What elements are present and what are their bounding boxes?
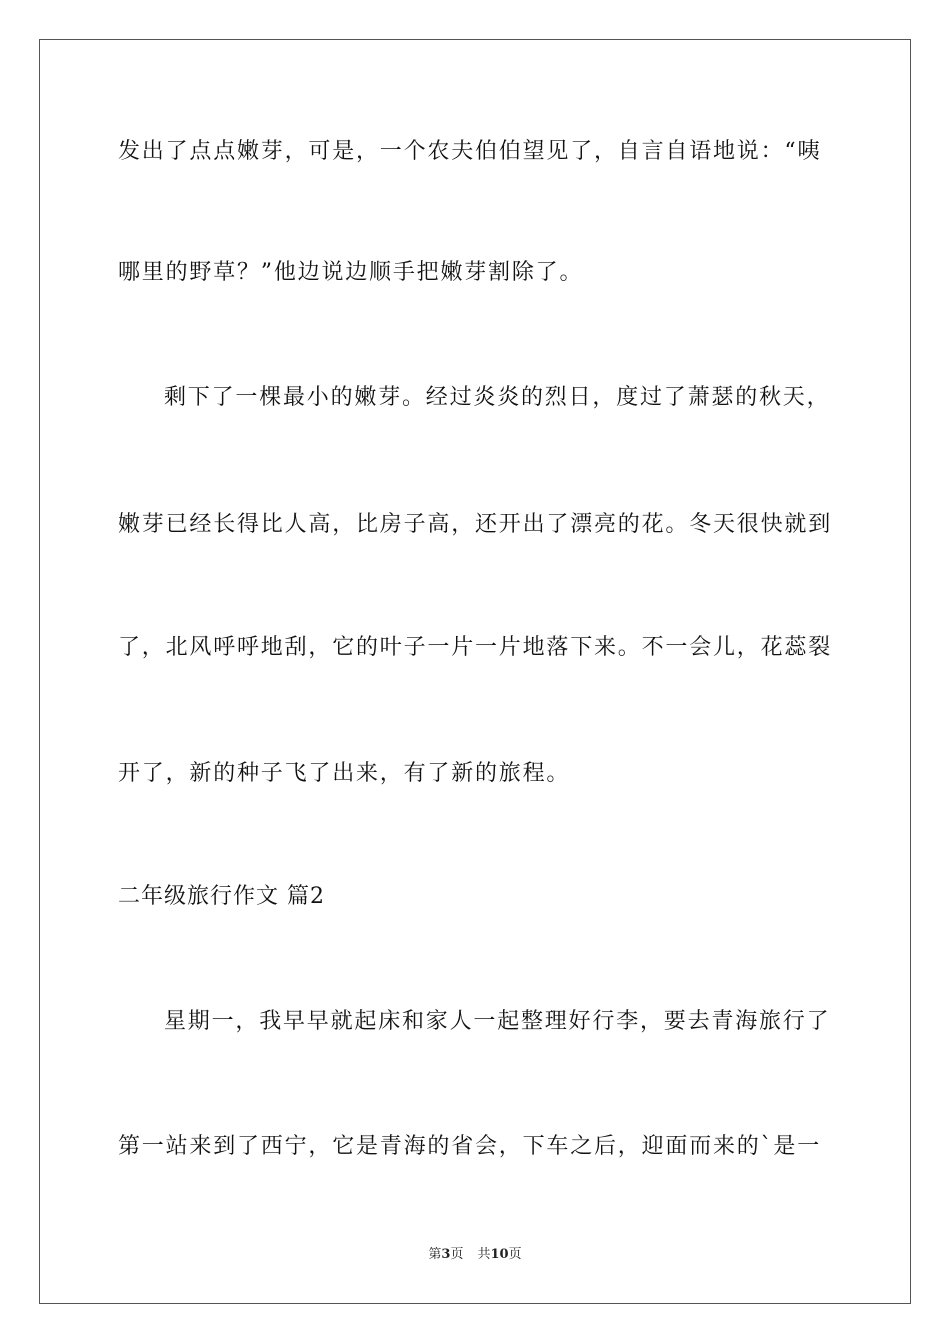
- footer-total-number: 10: [490, 1247, 509, 1262]
- page-border: [39, 39, 911, 1304]
- text-line-3: 剩下了一棵最小的嫩芽。经过炎炎的烈日，度过了萧瑟的秋天，: [164, 385, 831, 410]
- footer-page-prefix: 第: [428, 1247, 442, 1262]
- text-line-4: 嫩芽已经长得比人高，比房子高，还开出了漂亮的花。冬天很快就到: [118, 512, 833, 537]
- footer-page-number: 3: [441, 1247, 451, 1262]
- footer-total-suffix: 页: [508, 1247, 522, 1262]
- text-line-8: 星期一，我早早就起床和家人一起整理好行李，要去青海旅行了: [164, 1009, 831, 1034]
- text-line-1: 发出了点点嫩芽，可是，一个农夫伯伯望见了，自言自语地说：“咦: [118, 139, 822, 164]
- text-line-2: 哪里的野草？”他边说边顺手把嫩芽割除了。: [118, 260, 584, 285]
- text-line-9: 第一站来到了西宁，它是青海的省会，下车之后，迎面而来的`是一: [118, 1134, 822, 1159]
- page-footer: [0, 1246, 950, 1264]
- footer-page-suffix: 页: [450, 1247, 464, 1262]
- text-line-6: 开了，新的种子飞了出来，有了新的旅程。: [118, 761, 571, 786]
- section-heading: 二年级旅行作文 篇2: [118, 884, 325, 909]
- text-line-5: 了，北风呼呼地刮，它的叶子一片一片地落下来。不一会儿，花蕊裂: [118, 635, 833, 660]
- footer-total-prefix: 共: [477, 1247, 491, 1262]
